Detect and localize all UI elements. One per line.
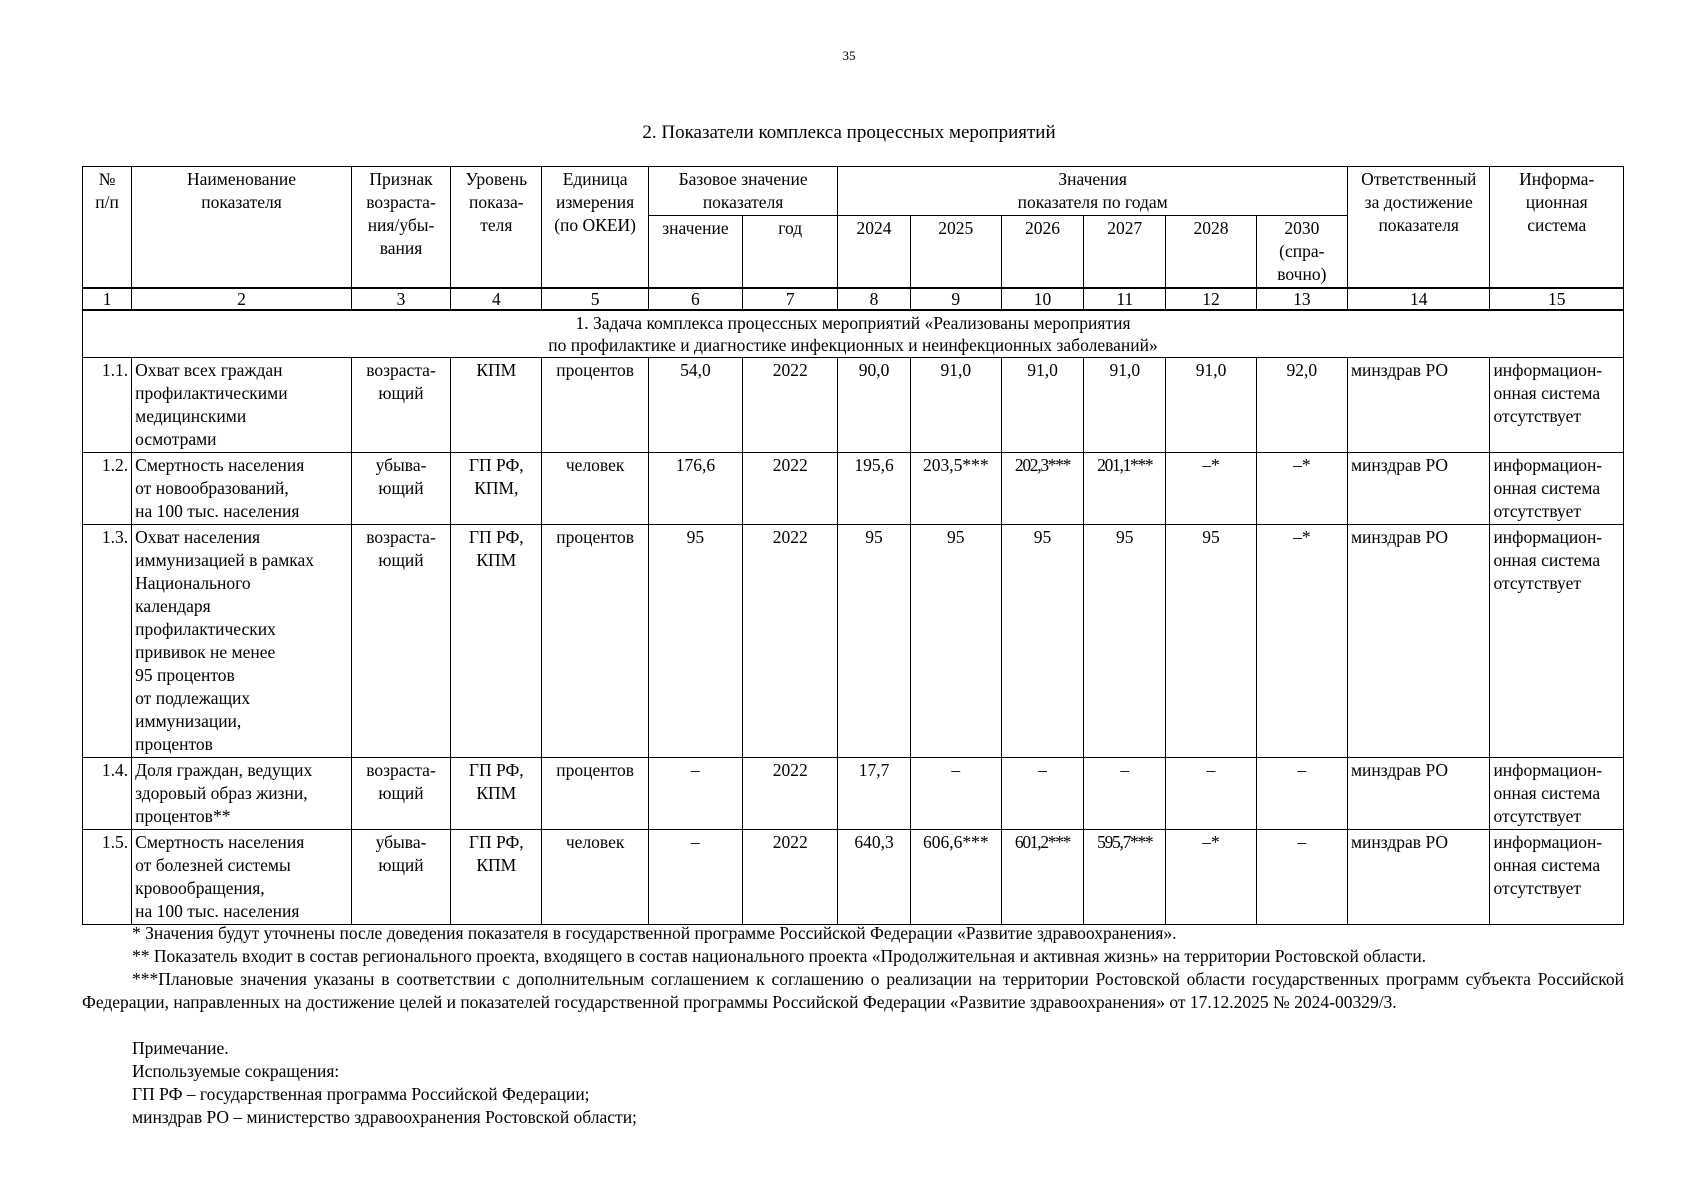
footnote-1: * Значения будут уточнены после доведения показателя в государственной программе Российской Федерации «Развитие здравоохранения». bbox=[132, 923, 1177, 943]
value-2026: – bbox=[1001, 758, 1083, 830]
abbreviation-item: минздрав РО – министерство здравоохранения Ростовской области; bbox=[132, 1107, 637, 1127]
header-values: Значения показателя по годам bbox=[838, 167, 1348, 216]
value-2028: –* bbox=[1166, 453, 1256, 525]
header-name: Наименование показателя bbox=[132, 167, 352, 289]
column-number: 14 bbox=[1347, 288, 1489, 310]
header-unit: Единица измерения (по ОКЕИ) bbox=[542, 167, 648, 289]
base-value: 54,0 bbox=[648, 358, 742, 453]
indicator-name: Охват населения иммунизацией в рамках Национального календаря профилактических прививок не менее 95 процентов от подлежащих иммунизации, процентов bbox=[132, 525, 352, 758]
column-number: 15 bbox=[1490, 288, 1624, 310]
column-number-row bbox=[83, 288, 1624, 310]
indicator-level: ГП РФ, КПМ bbox=[451, 830, 542, 925]
indicator-sign: возраста- ющий bbox=[351, 358, 450, 453]
note-title: Примечание. bbox=[132, 1038, 229, 1058]
indicators-table bbox=[82, 166, 1624, 925]
task-row bbox=[83, 310, 1624, 358]
page-number: 35 bbox=[842, 48, 856, 63]
info-system: информацион- онная система отсутствует bbox=[1490, 525, 1624, 758]
value-2027: 201,1*** bbox=[1084, 453, 1166, 525]
column-number: 2 bbox=[132, 288, 352, 310]
column-number: 10 bbox=[1001, 288, 1083, 310]
header-year: 2025 bbox=[910, 216, 1001, 289]
indicator-name: Охват всех граждан профилактическими медицинскими осмотрами bbox=[132, 358, 352, 453]
value-2026: 95 bbox=[1001, 525, 1083, 758]
header-base-value: значение bbox=[648, 216, 742, 289]
value-2028: 95 bbox=[1166, 525, 1256, 758]
value-2024: 95 bbox=[838, 525, 910, 758]
responsible: минздрав РО bbox=[1347, 830, 1489, 925]
value-2030: –* bbox=[1256, 453, 1347, 525]
indicator-unit: процентов bbox=[542, 758, 648, 830]
indicator-name: Смертность населения от новообразований, на 100 тыс. населения bbox=[132, 453, 352, 525]
table-row bbox=[83, 525, 1624, 758]
indicator-unit: процентов bbox=[542, 358, 648, 453]
value-2028: – bbox=[1166, 758, 1256, 830]
value-2026: 202,3*** bbox=[1001, 453, 1083, 525]
value-2028: 91,0 bbox=[1166, 358, 1256, 453]
value-2025: 91,0 bbox=[910, 358, 1001, 453]
column-number: 4 bbox=[451, 288, 542, 310]
header-year: 2027 bbox=[1084, 216, 1166, 289]
table-row bbox=[83, 453, 1624, 525]
base-year: 2022 bbox=[743, 358, 838, 453]
indicator-name: Смертность населения от болезней системы кровообращения, на 100 тыс. населения bbox=[132, 830, 352, 925]
info-system: информацион- онная система отсутствует bbox=[1490, 453, 1624, 525]
header-base: Базовое значение показателя bbox=[648, 167, 838, 216]
responsible: минздрав РО bbox=[1347, 358, 1489, 453]
indicator-sign: убыва- ющий bbox=[351, 830, 450, 925]
header-sign: Признак возраста- ния/убы- вания bbox=[351, 167, 450, 289]
column-number: 8 bbox=[838, 288, 910, 310]
column-number: 12 bbox=[1166, 288, 1256, 310]
value-2028: –* bbox=[1166, 830, 1256, 925]
row-number: 1.3. bbox=[83, 525, 132, 758]
header-year: 2026 bbox=[1001, 216, 1083, 289]
value-2030: – bbox=[1256, 830, 1347, 925]
row-number: 1.5. bbox=[83, 830, 132, 925]
header-year: 2024 bbox=[838, 216, 910, 289]
header-year: 2030 (спра- вочно) bbox=[1256, 216, 1347, 289]
abbreviation-item: ГП РФ – государственная программа Российской Федерации; bbox=[132, 1084, 590, 1104]
base-year: 2022 bbox=[743, 525, 838, 758]
value-2025: 606,6*** bbox=[910, 830, 1001, 925]
header-level: Уровень показа- теля bbox=[451, 167, 542, 289]
table-row bbox=[83, 358, 1624, 453]
responsible: минздрав РО bbox=[1347, 453, 1489, 525]
header-no: № п/п bbox=[83, 167, 132, 289]
value-2024: 17,7 bbox=[838, 758, 910, 830]
value-2024: 195,6 bbox=[838, 453, 910, 525]
value-2027: 595,7*** bbox=[1084, 830, 1166, 925]
indicator-level: ГП РФ, КПМ bbox=[451, 758, 542, 830]
note-subtitle: Используемые сокращения: bbox=[132, 1061, 340, 1081]
table-row bbox=[83, 830, 1624, 925]
indicator-sign: возраста- ющий bbox=[351, 525, 450, 758]
value-2027: – bbox=[1084, 758, 1166, 830]
base-value: 176,6 bbox=[648, 453, 742, 525]
row-number: 1.1. bbox=[83, 358, 132, 453]
header-base-year: год bbox=[743, 216, 838, 289]
info-system: информацион- онная система отсутствует bbox=[1490, 358, 1624, 453]
base-year: 2022 bbox=[743, 830, 838, 925]
column-number: 11 bbox=[1084, 288, 1166, 310]
value-2026: 91,0 bbox=[1001, 358, 1083, 453]
footnote-2: ** Показатель входит в состав регионального проекта, входящего в состав национального проекта «Продолжительная и активная жизнь» на территории Ростовской области. bbox=[132, 946, 1427, 966]
base-value: – bbox=[648, 758, 742, 830]
column-number: 5 bbox=[542, 288, 648, 310]
section-title: 2. Показатели комплекса процессных мероприятий bbox=[642, 122, 1056, 143]
value-2024: 640,3 bbox=[838, 830, 910, 925]
indicator-unit: человек bbox=[542, 830, 648, 925]
value-2025: 203,5*** bbox=[910, 453, 1001, 525]
column-number: 6 bbox=[648, 288, 742, 310]
value-2026: 601,2*** bbox=[1001, 830, 1083, 925]
notes-block bbox=[82, 922, 1624, 1129]
row-number: 1.2. bbox=[83, 453, 132, 525]
indicator-name: Доля граждан, ведущих здоровый образ жизни, процентов** bbox=[132, 758, 352, 830]
indicator-level: ГП РФ, КПМ, bbox=[451, 453, 542, 525]
column-number: 13 bbox=[1256, 288, 1347, 310]
base-value: – bbox=[648, 830, 742, 925]
value-2027: 91,0 bbox=[1084, 358, 1166, 453]
column-number: 3 bbox=[351, 288, 450, 310]
header-info-system: Информа- ционная система bbox=[1490, 167, 1624, 289]
value-2027: 95 bbox=[1084, 525, 1166, 758]
value-2030: –* bbox=[1256, 525, 1347, 758]
column-number: 1 bbox=[83, 288, 132, 310]
row-number: 1.4. bbox=[83, 758, 132, 830]
indicator-sign: возраста- ющий bbox=[351, 758, 450, 830]
indicator-level: КПМ bbox=[451, 358, 542, 453]
base-year: 2022 bbox=[743, 758, 838, 830]
value-2030: – bbox=[1256, 758, 1347, 830]
responsible: минздрав РО bbox=[1347, 525, 1489, 758]
info-system: информацион- онная система отсутствует bbox=[1490, 758, 1624, 830]
task-title: 1. Задача комплекса процессных мероприятий «Реализованы мероприятия по профилактике и диагностике инфекционных и неинфекционных заболеваний» bbox=[83, 310, 1624, 358]
value-2024: 90,0 bbox=[838, 358, 910, 453]
header-year: 2028 bbox=[1166, 216, 1256, 289]
value-2025: – bbox=[910, 758, 1001, 830]
info-system: информацион- онная система отсутствует bbox=[1490, 830, 1624, 925]
header-responsible: Ответственный за достижение показателя bbox=[1347, 167, 1489, 289]
indicator-unit: человек bbox=[542, 453, 648, 525]
column-number: 7 bbox=[743, 288, 838, 310]
value-2025: 95 bbox=[910, 525, 1001, 758]
base-value: 95 bbox=[648, 525, 742, 758]
column-number: 9 bbox=[910, 288, 1001, 310]
footnote-3: ***Плановые значения указаны в соответствии с дополнительным соглашением к соглашению о реализации на территории Ростовской области государственных программ субъекта Российской Федерации, направленных на достижение целей и показателей государственной программы Российской Федерации «Развитие здравоохранения» от 17.12.2025 № 2024-00329/3. bbox=[82, 969, 1624, 1012]
indicator-level: ГП РФ, КПМ bbox=[451, 525, 542, 758]
header-row-1 bbox=[83, 167, 1624, 216]
table-row bbox=[83, 758, 1624, 830]
indicator-sign: убыва- ющий bbox=[351, 453, 450, 525]
base-year: 2022 bbox=[743, 453, 838, 525]
indicator-unit: процентов bbox=[542, 525, 648, 758]
responsible: минздрав РО bbox=[1347, 758, 1489, 830]
value-2030: 92,0 bbox=[1256, 358, 1347, 453]
